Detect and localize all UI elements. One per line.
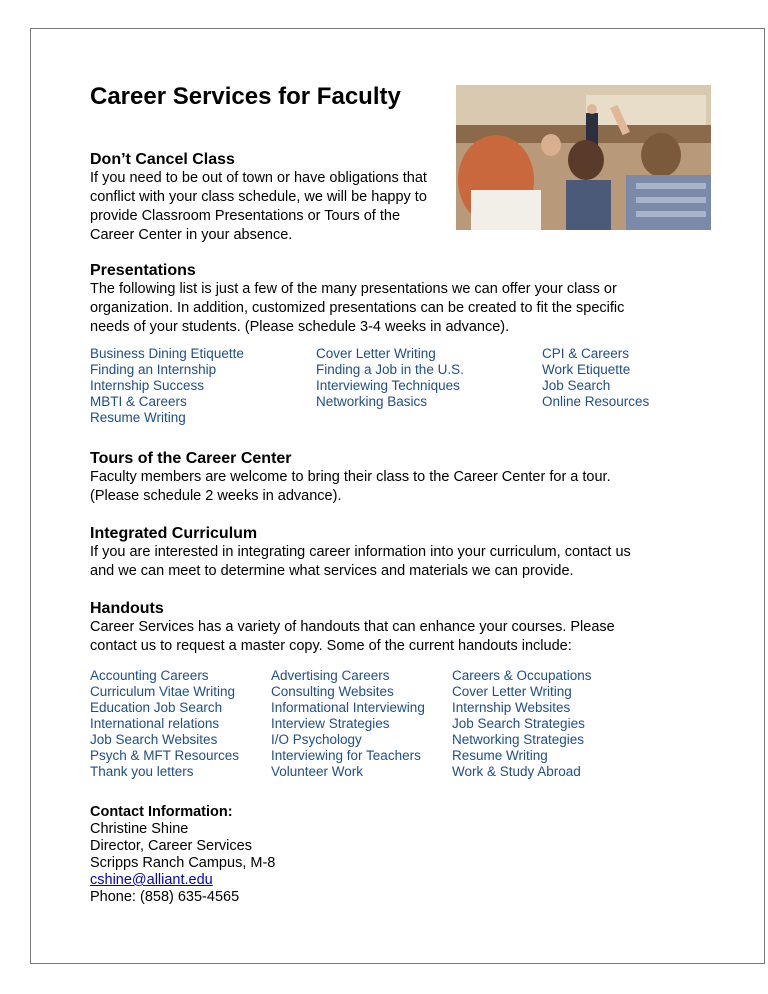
handouts-column-2 bbox=[271, 668, 425, 780]
handouts-column-1 bbox=[90, 668, 239, 780]
presentation-topic: Business Dining Etiquette bbox=[90, 346, 244, 361]
presentation-topic: Work Etiquette bbox=[542, 362, 631, 377]
handout-item: Volunteer Work bbox=[271, 764, 364, 779]
contact-heading: Contact Information: bbox=[90, 804, 233, 820]
dont-cancel-line: If you need to be out of town or have obligations that bbox=[90, 170, 427, 186]
tours-heading: Tours of the Career Center bbox=[90, 450, 292, 467]
presentations-line: The following list is just a few of the many presentations we can offer your class or bbox=[90, 281, 617, 297]
handout-item: Networking Strategies bbox=[452, 732, 585, 747]
contact-phone: Phone: (858) 635-4565 bbox=[90, 889, 240, 905]
contact-section bbox=[90, 804, 275, 906]
presentation-topic: Job Search bbox=[542, 378, 611, 393]
curriculum-section bbox=[90, 524, 631, 581]
dont-cancel-section bbox=[90, 150, 427, 245]
presentations-line: organization. In addition, customized presentations can be created to fit the specific bbox=[90, 300, 625, 316]
classroom-photo bbox=[456, 85, 711, 230]
handout-item: I/O Psychology bbox=[271, 732, 362, 747]
handout-item: Advertising Careers bbox=[271, 668, 390, 683]
curriculum-heading: Integrated Curriculum bbox=[90, 525, 258, 542]
handout-item: Thank you letters bbox=[90, 764, 194, 779]
handout-item: Psych & MFT Resources bbox=[90, 748, 240, 763]
tours-line: (Please schedule 2 weeks in advance). bbox=[90, 488, 342, 504]
handouts-section bbox=[90, 599, 615, 656]
handout-item: Job Search Strategies bbox=[452, 716, 585, 731]
presentations-column-3 bbox=[542, 346, 649, 410]
presentations-heading: Presentations bbox=[90, 262, 196, 279]
presentations-column-1 bbox=[90, 346, 244, 426]
handout-item: Accounting Careers bbox=[90, 668, 209, 683]
presentation-topic: Finding an Internship bbox=[90, 362, 217, 377]
handouts-line: contact us to request a master copy. Some of the current handouts include: bbox=[90, 638, 572, 654]
presentation-topic: Networking Basics bbox=[316, 394, 428, 409]
contact-location: Scripps Ranch Campus, M-8 bbox=[90, 855, 276, 871]
presentation-topic: Cover Letter Writing bbox=[316, 346, 436, 361]
handout-item: Resume Writing bbox=[452, 748, 548, 763]
presentation-topic: Online Resources bbox=[542, 394, 650, 409]
handout-item: Curriculum Vitae Writing bbox=[90, 684, 236, 699]
handouts-heading: Handouts bbox=[90, 600, 164, 617]
handouts-line: Career Services has a variety of handouts that can enhance your courses. Please bbox=[90, 619, 615, 635]
dont-cancel-line: provide Classroom Presentations or Tours of the bbox=[90, 208, 401, 224]
handout-item: Careers & Occupations bbox=[452, 668, 592, 683]
dont-cancel-line: Career Center in your absence. bbox=[90, 227, 293, 243]
handout-item: Work & Study Abroad bbox=[452, 764, 581, 779]
handout-item: Interviewing for Teachers bbox=[271, 748, 421, 763]
contact-role: Director, Career Services bbox=[90, 838, 252, 854]
tours-line: Faculty members are welcome to bring their class to the Career Center for a tour. bbox=[90, 469, 611, 485]
presentations-line: needs of your students. (Please schedule 3-4 weeks in advance). bbox=[90, 319, 510, 335]
page-title: Career Services for Faculty bbox=[90, 83, 401, 110]
handout-item: Education Job Search bbox=[90, 700, 223, 715]
curriculum-line: If you are interested in integrating career information into your curriculum, contact us bbox=[90, 544, 631, 560]
presentation-topic: Internship Success bbox=[90, 378, 205, 393]
presentations-section bbox=[90, 261, 624, 337]
presentation-topic: MBTI & Careers bbox=[90, 394, 187, 409]
presentations-column-2 bbox=[316, 346, 464, 410]
handout-item: Cover Letter Writing bbox=[452, 684, 572, 699]
dont-cancel-heading: Don’t Cancel Class bbox=[90, 151, 235, 168]
handout-item: Informational Interviewing bbox=[271, 700, 425, 715]
curriculum-line: and we can meet to determine what services and materials we can provide. bbox=[90, 563, 574, 579]
handouts-column-3 bbox=[452, 668, 592, 780]
dont-cancel-line: conflict with your class schedule, we will be happy to bbox=[90, 189, 427, 205]
handout-item: Internship Websites bbox=[452, 700, 571, 715]
presentation-topic: Resume Writing bbox=[90, 410, 186, 425]
contact-email-link[interactable]: cshine@alliant.edu bbox=[90, 872, 213, 888]
handout-item: Job Search Websites bbox=[90, 732, 218, 747]
handout-item: International relations bbox=[90, 716, 220, 731]
handout-item: Consulting Websites bbox=[271, 684, 394, 699]
presentation-topic: CPI & Careers bbox=[542, 346, 630, 361]
contact-name: Christine Shine bbox=[90, 821, 189, 837]
tours-section bbox=[90, 449, 611, 506]
presentation-topic: Finding a Job in the U.S. bbox=[316, 362, 464, 377]
handout-item: Interview Strategies bbox=[271, 716, 390, 731]
presentation-topic: Interviewing Techniques bbox=[316, 378, 460, 393]
